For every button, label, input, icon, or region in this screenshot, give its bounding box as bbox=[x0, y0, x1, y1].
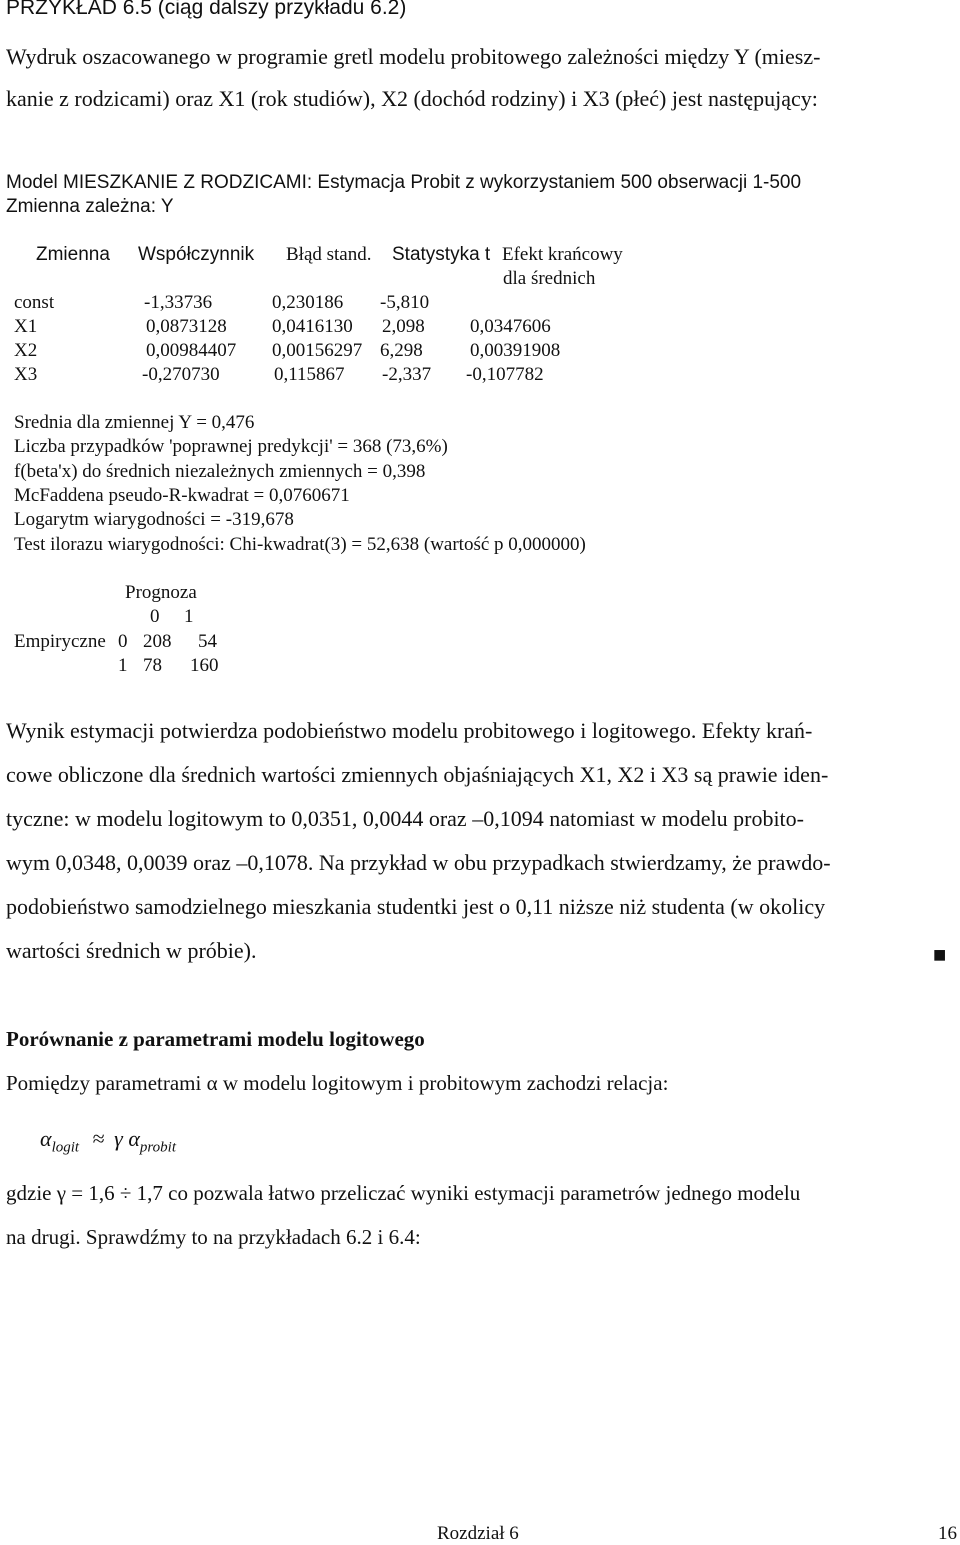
row-variable: X1 bbox=[14, 316, 38, 337]
dependent-variable-line: Zmienna zależna: Y bbox=[6, 196, 174, 217]
row-marginal-effect: 0,0347606 bbox=[470, 316, 551, 337]
row-std-error: 0,00156297 bbox=[272, 340, 363, 361]
row-variable: X2 bbox=[14, 340, 38, 361]
stat-line: Test ilorazu wiarygodności: Chi-kwadrat(3) = 52,638 (wartość p 0,000000) bbox=[14, 534, 586, 555]
confusion-cell-0-0: 208 bbox=[143, 631, 172, 652]
row-std-error: 0,0416130 bbox=[272, 316, 353, 337]
col-header-coefficient: Współczynnik bbox=[138, 244, 255, 265]
intro-line-2: kanie z rodzicami) oraz X1 (rok studiów), X2 (dochód rodziny) i X3 (płeć) jest następujący: bbox=[6, 86, 818, 111]
table-row bbox=[14, 316, 714, 340]
row-coefficient: 0,00984407 bbox=[146, 340, 237, 361]
row-t-stat: -2,337 bbox=[382, 364, 432, 385]
alpha-symbol: α bbox=[40, 1126, 52, 1151]
conclusion-line-4: wym 0,0348, 0,0039 oraz –0,1078. Na przykład w obu przypadkach stwierdzamy, że prawdo- bbox=[6, 850, 831, 875]
footer-chapter: Rozdział 6 bbox=[437, 1523, 519, 1544]
section-text: Pomiędzy parametrami α w modelu logitowym i probitowym zachodzi relacja: bbox=[6, 1071, 669, 1095]
gamma-symbol: γ bbox=[114, 1126, 123, 1151]
confusion-col-0: 0 bbox=[150, 606, 160, 627]
col-header-variable: Zmienna bbox=[36, 244, 110, 265]
row-t-stat: 2,098 bbox=[382, 316, 425, 337]
stat-line: f(beta'x) do średnich niezależnych zmiennych = 0,398 bbox=[14, 461, 426, 482]
row-t-stat: -5,810 bbox=[380, 292, 430, 313]
model-line: Model MIESZKANIE Z RODZICAMI: Estymacja Probit z wykorzystaniem 500 obserwacji 1-500 bbox=[6, 172, 802, 193]
confusion-row-0-label: 0 bbox=[118, 631, 128, 652]
subscript-probit: probit bbox=[139, 1139, 177, 1156]
table-row bbox=[14, 292, 714, 316]
section-title: Porównanie z parametrami modelu logitowego bbox=[6, 1027, 425, 1051]
confusion-cell-1-0: 78 bbox=[143, 655, 162, 676]
approx-symbol: ≈ bbox=[92, 1126, 105, 1151]
footer-page-number: 16 bbox=[938, 1523, 957, 1544]
stat-line: Logarytm wiarygodności = -319,678 bbox=[14, 509, 294, 530]
conclusion-line-5: podobieństwo samodzielnego mieszkania studentki jest o 0,11 niższe niż studenta (w okolicy bbox=[6, 894, 826, 919]
stat-line: McFaddena pseudo-R-kwadrat = 0,0760671 bbox=[14, 485, 350, 506]
col-header-t-stat: Statystyka t bbox=[392, 244, 491, 265]
row-t-stat: 6,298 bbox=[380, 340, 423, 361]
stat-line: Liczba przypadków 'poprawnej predykcji' = 368 (73,6%) bbox=[14, 436, 448, 457]
row-coefficient: -0,270730 bbox=[142, 364, 220, 385]
confusion-col-1: 1 bbox=[184, 606, 194, 627]
col-header-marginal-effect: Efekt krańcowy bbox=[502, 244, 623, 265]
conclusion-line-2: cowe obliczone dla średnich wartości zmiennych objaśniających X1, X2 i X3 są prawie iden- bbox=[6, 762, 829, 787]
conclusion-line-3: tyczne: w modelu logitowym to 0,0351, 0,0044 oraz –0,1094 natomiast w modelu probito- bbox=[6, 806, 804, 831]
row-std-error: 0,230186 bbox=[272, 292, 344, 313]
row-std-error: 0,115867 bbox=[274, 364, 345, 385]
row-coefficient: 0,0873128 bbox=[146, 316, 227, 337]
confusion-row-1-label: 1 bbox=[118, 655, 128, 676]
table-row bbox=[14, 364, 714, 388]
conclusion-line-1: Wynik estymacji potwierdza podobieństwo modelu probitowego i logitowego. Efekty krań- bbox=[6, 718, 813, 743]
table-row bbox=[14, 340, 714, 364]
row-marginal-effect: 0,00391908 bbox=[470, 340, 561, 361]
col-header-marginal-effect-sub: dla średnich bbox=[503, 268, 596, 289]
row-variable: const bbox=[14, 292, 55, 313]
formula bbox=[40, 1126, 176, 1156]
row-marginal-effect: -0,107782 bbox=[466, 364, 544, 385]
row-coefficient: -1,33736 bbox=[144, 292, 213, 313]
confusion-cell-0-1: 54 bbox=[198, 631, 217, 652]
confusion-title: Prognoza bbox=[125, 582, 197, 603]
intro-line-1: Wydruk oszacowanego w programie gretl modelu probitowego zależności między Y (miesz- bbox=[6, 44, 821, 69]
confusion-cell-1-1: 160 bbox=[190, 655, 219, 676]
conclusion-line-6: wartości średnich w próbie). bbox=[6, 938, 257, 963]
row-variable: X3 bbox=[14, 364, 38, 385]
after-formula-line-1: gdzie γ = 1,6 ÷ 1,7 co pozwala łatwo przeliczać wyniki estymacji parametrów jednego modelu bbox=[6, 1181, 801, 1205]
example-heading: PRZYKŁAD 6.5 (ciąg dalszy przykładu 6.2) bbox=[6, 0, 407, 19]
after-formula-line-2: na drugi. Sprawdźmy to na przykładach 6.2 i 6.4: bbox=[6, 1225, 421, 1249]
stat-line: Srednia dla zmiennej Y = 0,476 bbox=[14, 412, 255, 433]
end-of-example-mark: ■ bbox=[933, 942, 947, 967]
alpha-symbol: α bbox=[128, 1126, 140, 1151]
subscript-logit: logit bbox=[51, 1139, 80, 1156]
col-header-std-error: Błąd stand. bbox=[286, 244, 372, 265]
confusion-row-label: Empiryczne bbox=[14, 631, 106, 652]
